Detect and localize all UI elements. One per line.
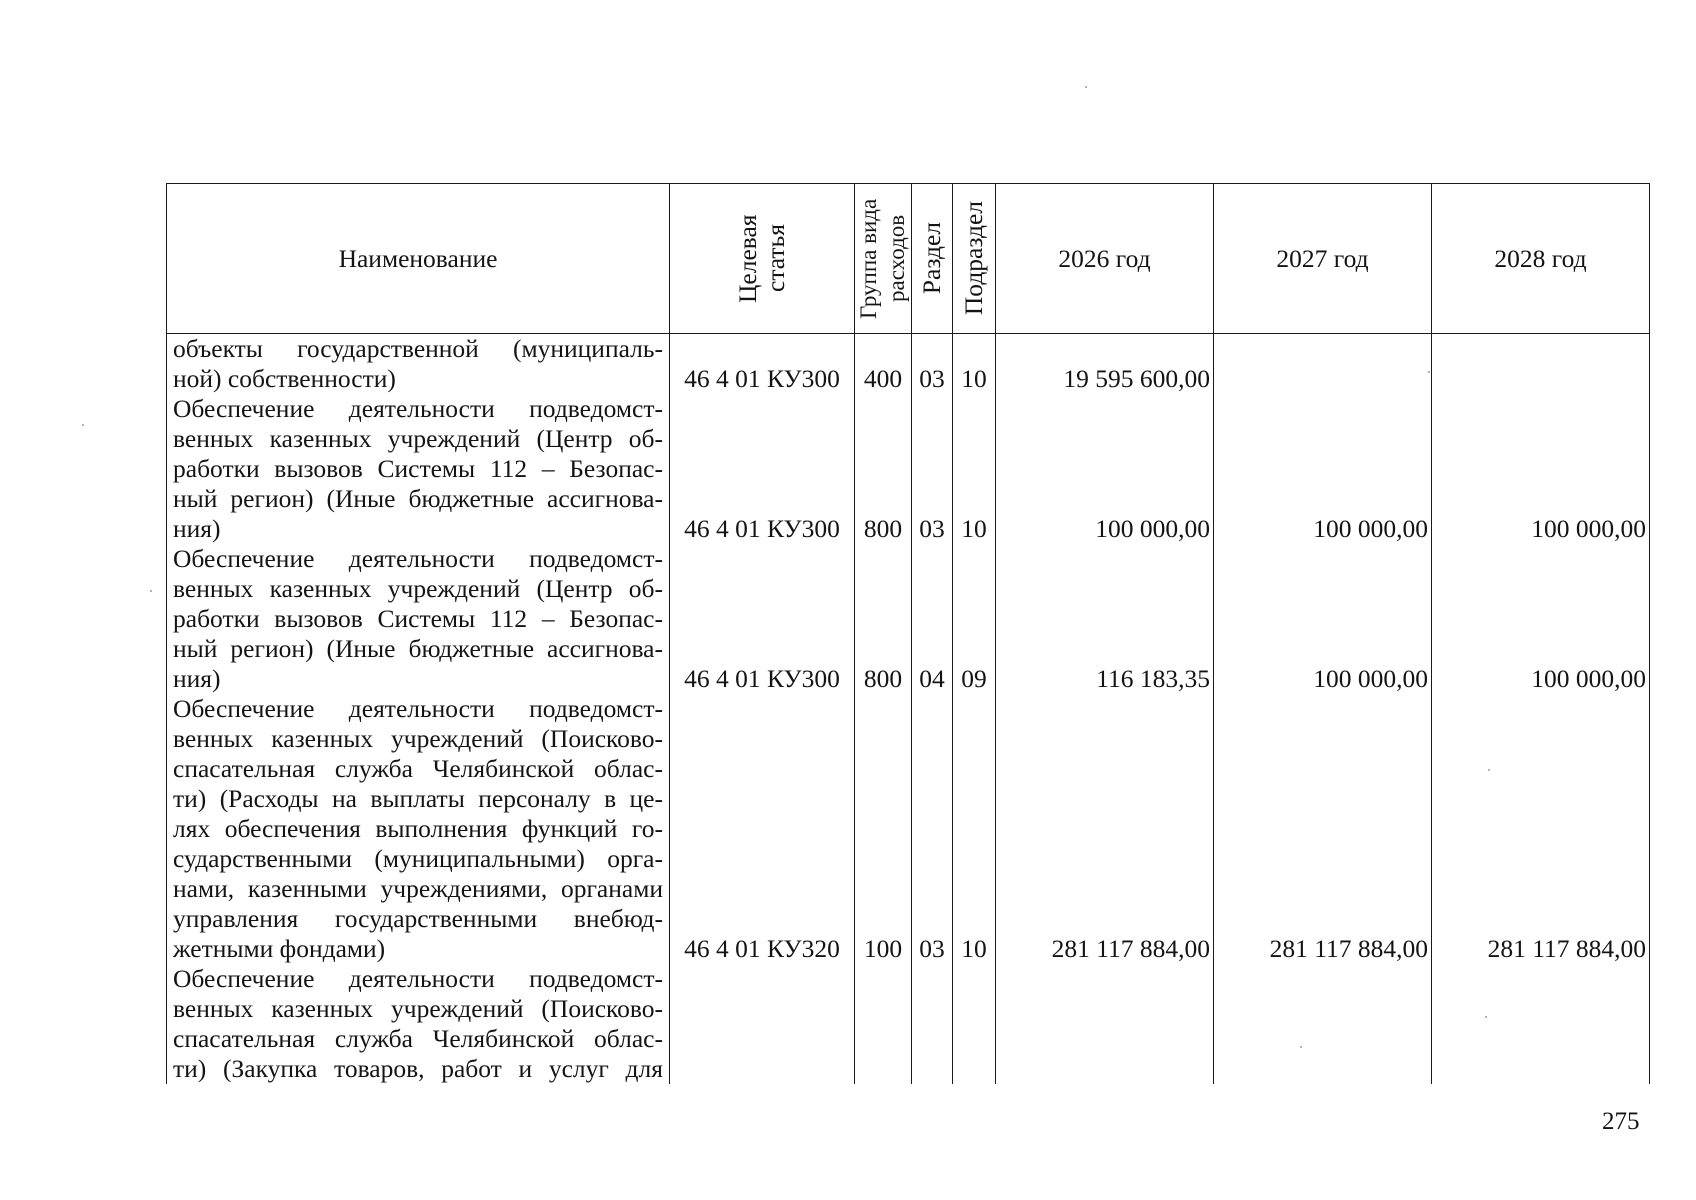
scan-speck (150, 590, 152, 592)
scan-speck (1485, 1016, 1487, 1018)
row-name-line: спасательная служба Челябинской облас- (173, 754, 663, 783)
row-amount-2026: 116 183,35 (996, 544, 1214, 694)
empty-cell (1432, 964, 1650, 1084)
header-row (167, 184, 1650, 334)
row-subsection: 10 (953, 334, 996, 395)
row-name-line: Обеспечение деятельности подведомст- (173, 694, 663, 723)
row-name-line: ти) (Расходы на выплаты персоналу в це- (173, 784, 663, 813)
row-name-line: спасательная служба Челябинской облас- (173, 1024, 663, 1053)
row-name-line: работки вызовов Системы 112 – Безопас- (173, 604, 663, 633)
header-year-2026: 2026 год (996, 184, 1214, 334)
row-name-line: Обеспечение деятельности подведомст- (173, 394, 663, 423)
row-name-line: ния) (173, 664, 221, 693)
empty-cell (912, 964, 953, 1084)
empty-cell (855, 964, 912, 1084)
row-section: 04 (912, 544, 953, 694)
table-row (167, 394, 1650, 544)
row-name-line: ти) (Закупка товаров, работ и услуг для (173, 1054, 663, 1083)
row-amount-2028: 100 000,00 (1432, 544, 1650, 694)
row-name-line: ный регион) (Иные бюджетные ассигнова- (173, 484, 663, 513)
row-amount-2026: 281 117 884,00 (996, 694, 1214, 964)
row-name (167, 334, 670, 395)
row-section: 03 (912, 334, 953, 395)
scan-speck (1300, 1046, 1302, 1048)
scan-speck (1085, 86, 1087, 88)
empty-cell (670, 964, 855, 1084)
row-name-line: работки вызовов Системы 112 – Безопас- (173, 454, 663, 483)
row-amount-2028 (1432, 334, 1650, 395)
header-expense-group: Группа вида расходов (855, 184, 912, 334)
row-name (167, 544, 670, 694)
row-name-line: ный регион) (Иные бюджетные ассигнова- (173, 634, 663, 663)
header-name: Наименование (167, 184, 670, 334)
header-target-item: Целевая статья (670, 184, 855, 334)
budget-table (166, 183, 1650, 1084)
page-number: 275 (1602, 1108, 1640, 1135)
row-target-item: 46 4 01 КУ300 (670, 394, 855, 544)
row-name-line: Обеспечение деятельности подведомст- (173, 964, 663, 993)
row-subsection: 09 (953, 544, 996, 694)
row-name-line: ной) собственности) (173, 364, 396, 393)
row-name (167, 394, 670, 544)
row-amount-2026: 19 595 600,00 (996, 334, 1214, 395)
row-name-line: сударственными (муниципальными) орга- (173, 844, 663, 873)
header-year-2028: 2028 год (1432, 184, 1650, 334)
row-amount-2028: 281 117 884,00 (1432, 694, 1650, 964)
scan-speck (1488, 769, 1490, 771)
table-row (167, 694, 1650, 964)
row-name-line: жетными фондами) (173, 934, 386, 963)
row-name-line: венных казенных учреждений (Центр об- (173, 574, 663, 603)
empty-cell (996, 964, 1214, 1084)
row-amount-2027 (1214, 334, 1432, 395)
row-section: 03 (912, 394, 953, 544)
row-name-line: венных казенных учреждений (Поисково- (173, 724, 663, 753)
row-name (167, 694, 670, 964)
row-name-line: Обеспечение деятельности подведомст- (173, 544, 663, 573)
header-year-2027: 2027 год (1214, 184, 1432, 334)
row-amount-2027: 281 117 884,00 (1214, 694, 1432, 964)
header-subsection: Подраздел (953, 184, 996, 334)
row-expense-group: 800 (855, 394, 912, 544)
row-expense-group: 100 (855, 694, 912, 964)
table-row (167, 334, 1650, 395)
row-subsection: 10 (953, 694, 996, 964)
empty-cell (953, 964, 996, 1084)
row-section: 03 (912, 694, 953, 964)
table-row (167, 544, 1650, 694)
row-amount-2026: 100 000,00 (996, 394, 1214, 544)
row-subsection: 10 (953, 394, 996, 544)
row-name-line: ния) (173, 514, 221, 543)
table-row-continued (167, 964, 1650, 1084)
empty-cell (1214, 964, 1432, 1084)
row-name (167, 964, 670, 1084)
row-amount-2027: 100 000,00 (1214, 394, 1432, 544)
row-target-item: 46 4 01 КУ300 (670, 334, 855, 395)
row-name-line: венных казенных учреждений (Центр об- (173, 424, 663, 453)
row-name-line: лях обеспечения выполнения функций го- (173, 814, 663, 843)
row-target-item: 46 4 01 КУ320 (670, 694, 855, 964)
row-target-item: 46 4 01 КУ300 (670, 544, 855, 694)
row-expense-group: 400 (855, 334, 912, 395)
row-name-line: венных казенных учреждений (Поисково- (173, 994, 663, 1023)
scan-speck (1428, 371, 1430, 373)
row-amount-2027: 100 000,00 (1214, 544, 1432, 694)
table-body (167, 334, 1650, 1085)
row-expense-group: 800 (855, 544, 912, 694)
row-amount-2028: 100 000,00 (1432, 394, 1650, 544)
row-name-line: нами, казенными учреждениями, органами (173, 874, 663, 903)
header-section: Раздел (912, 184, 953, 334)
row-name-line: объекты государственной (муниципаль- (173, 334, 663, 363)
scan-speck (82, 424, 84, 426)
row-name-line: управления государственными внебюд- (173, 904, 663, 933)
